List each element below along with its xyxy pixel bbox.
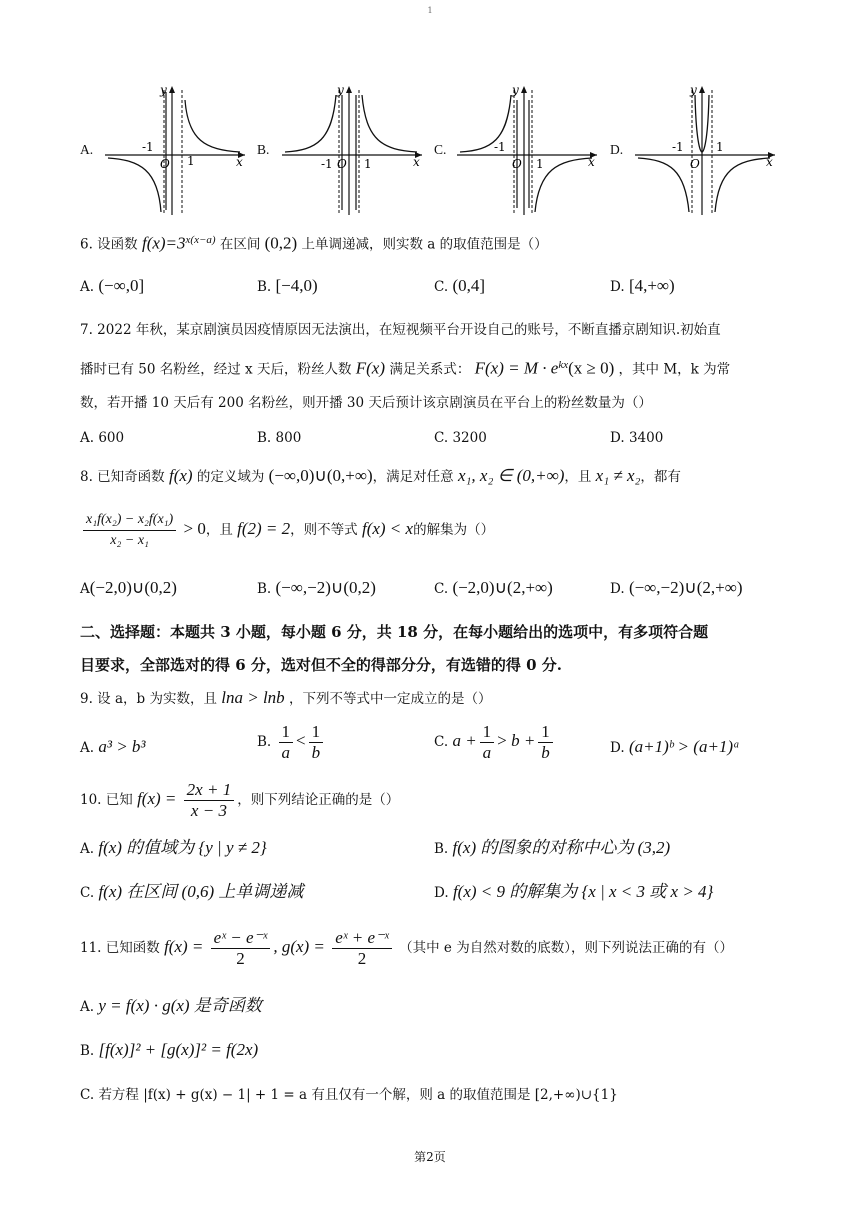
- q6-function: f(x)=3: [141, 233, 186, 253]
- q6-mid: 在区间: [219, 236, 261, 253]
- graph-c-neg-one: -1: [494, 140, 506, 154]
- q7-line-2: 播时已有 50 名粉丝，经过 x 天后，粉丝人数 F(x) 满足关系式： $F(x) = M \cdot e^{kx}(x \ge 0)$ ，其中 M，k 为常: [80, 358, 731, 378]
- section-2-heading-line-1: 二、选择题：本题共 3 小题，每小题 6 分，共 18 分，在每小题给出的选项中，有多项符合题: [80, 623, 709, 641]
- q11-option-b: B. [f(x)]² + [g(x)]² = f(2x): [80, 1040, 259, 1059]
- graph-c-origin: O: [512, 157, 522, 171]
- graph-a-pos-one: 1: [187, 154, 195, 168]
- graph-option-a-label: A.: [80, 142, 94, 157]
- graph-a-neg-one: -1: [142, 140, 154, 154]
- graph-a: [100, 80, 250, 220]
- q6-option-a: A. (−∞,0]: [80, 276, 145, 295]
- section-2-heading-line-2: 目要求，全部选对的得 6 分，选对但不全的得部分分，有选错的得 0 分.: [80, 656, 562, 674]
- graph-a-origin: O: [160, 157, 170, 171]
- graph-d-pos-one: 1: [716, 140, 724, 154]
- q9-stem: 9. 设 a，b 为实数，且 lna > lnb ，下列不等式中一定成立的是（）: [80, 688, 492, 707]
- graph-d-origin: O: [690, 157, 700, 171]
- q8-option-a: A(−2,0)∪(0,2): [80, 578, 177, 597]
- graph-d-x-label: x: [766, 155, 773, 169]
- q8-line-1: 8. 已知奇函数 f(x) 的定义域为 (−∞,0)∪(0,+∞)，满足对任意 x₁, x₂ ∈ (0,+∞)，且 x₁ ≠ x₂，都有: [80, 466, 681, 485]
- graph-b-y-label: y: [337, 83, 344, 97]
- q8-option-c: C. (−2,0)∪(2,+∞): [434, 578, 553, 597]
- q8-line-2: $\frac{\text{x₁f(x₂) − x₂f(x₁)}}{\text{x₂ − x₁}}$ > 0，且 f(2) = 2，则不等式 f(x) < x的解集为（）: [80, 510, 494, 551]
- q6-option-b: B. [−4,0): [257, 276, 318, 295]
- graph-b-neg-one: -1: [321, 157, 333, 171]
- q7-line-3: 数，若开播 10 天后有 200 名粉丝，则开播 30 天后预计该京剧演员在平台上的粉丝数量为（）: [80, 395, 652, 411]
- q10-option-b: B. f(x) 的图象的对称中心为 (3,2): [434, 838, 671, 857]
- header-mark: 1: [427, 6, 433, 15]
- q7-option-a: A. 600: [80, 430, 125, 446]
- q11-option-c: C. 若方程 |f(x) + g(x) − 1| + 1 = a 有且仅有一个解，则 a 的取值范围是 [2,+∞)∪{1}: [80, 1087, 618, 1103]
- q6-option-d: D. [4,+∞): [610, 276, 675, 295]
- q11-stem: 11. 已知函数 f(x) = $\frac{\text{eˣ − e⁻ˣ}}{2}$ , g(x) = $\frac{\text{eˣ + e⁻ˣ}}{2}$ （其中 e 为自然对数的底数），则下列说法正确的有（）: [80, 928, 733, 968]
- q7-F: F(x): [355, 358, 386, 378]
- q6-tail: 上单调递减，则实数 a 的取值范围是（）: [301, 236, 548, 253]
- graph-c-x-label: x: [588, 155, 595, 169]
- graph-d-y-label: y: [690, 83, 697, 97]
- q6-option-c: C. (0,4]: [434, 276, 486, 295]
- q10-stem: 10. 已知 f(x) = $\frac{2x + 1}{x - 3}$ ，则下列结论正确的是（）: [80, 780, 400, 820]
- graph-c-pos-one: 1: [536, 157, 544, 171]
- q10-option-c: C. f(x) 在区间 (0,6) 上单调递减: [80, 882, 304, 901]
- graph-a-y-label: y: [160, 83, 167, 97]
- q11-option-a: A. y = f(x) · g(x) 是奇函数: [80, 996, 262, 1015]
- q7-formula: F(x) = M · e: [474, 358, 559, 378]
- graph-c: [452, 80, 602, 220]
- graph-a-x-label: x: [236, 155, 243, 169]
- graph-d: [630, 80, 780, 220]
- q9-option-b: B. $\frac{1}{a}$ < $\frac{1}{b}$: [257, 722, 326, 763]
- q7-option-d: D. 3400: [610, 430, 664, 446]
- q7-option-b: B. 800: [257, 430, 302, 446]
- q9-option-a: A. a³ > b³: [80, 737, 146, 756]
- q9-option-d: D. (a+1)ᵇ > (a+1)ᵃ: [610, 737, 740, 756]
- q6-prefix: 6. 设函数: [80, 236, 138, 253]
- q10-option-a: A. f(x) 的值域为 {y | y ≠ 2}: [80, 838, 267, 857]
- q8-fraction: $\frac{\text{x₁f(x₂) − x₂f(x₁)}}{\text{x₂ − x₁}}$: [83, 510, 176, 551]
- q6-exponent: x(x−a): [185, 234, 216, 246]
- page-number: 第2页: [414, 1150, 446, 1164]
- graph-option-c-label: C.: [434, 142, 447, 157]
- q6-stem: [80, 230, 548, 255]
- q8-option-d: D. (−∞,−2)∪(2,+∞): [610, 578, 743, 597]
- q7-line-1: 7. 2022 年秋，某京剧演员因疫情原因无法演出，在短视频平台开设自己的账号，不断直播京剧知识.初始直: [80, 322, 721, 338]
- q9-option-c: C. a + $\frac{1}{a}$ > b + $\frac{1}{b}$: [434, 722, 556, 763]
- graph-b-origin: O: [337, 157, 347, 171]
- graph-option-d-label: D.: [610, 142, 624, 157]
- graph-c-y-label: y: [512, 83, 519, 97]
- graph-b: [277, 80, 427, 220]
- q10-option-d: D. f(x) < 9 的解集为 {x | x < 3 或 x > 4}: [434, 882, 714, 901]
- q6-interval: (0,2): [264, 233, 298, 253]
- q7-option-c: C. 3200: [434, 430, 487, 446]
- graph-d-neg-one: -1: [672, 140, 684, 154]
- graph-b-x-label: x: [413, 155, 420, 169]
- q8-option-b: B. (−∞,−2)∪(0,2): [257, 578, 376, 597]
- graph-b-pos-one: 1: [364, 157, 372, 171]
- graph-option-b-label: B.: [257, 142, 270, 157]
